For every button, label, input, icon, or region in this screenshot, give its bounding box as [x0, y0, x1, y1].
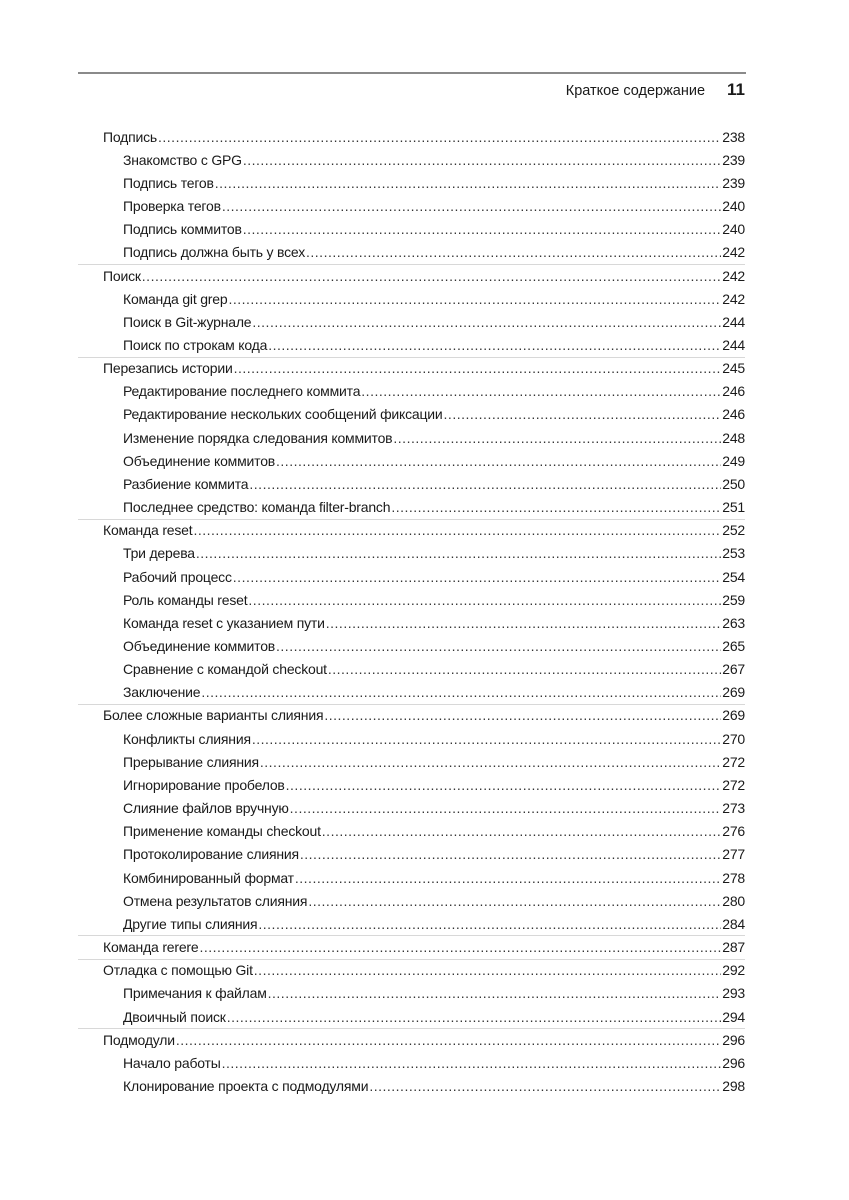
entry-title: Отмена результатов слияния — [123, 892, 308, 909]
dot-leader — [228, 291, 721, 307]
toc-section-entry[interactable] — [103, 357, 745, 380]
entry-title: Начало работы — [123, 1054, 221, 1071]
toc-subentry[interactable] — [103, 866, 745, 889]
entry-title: Клонирование проекта с подмодулями — [123, 1077, 369, 1094]
entry-title: Последнее средство: команда filter-branch — [123, 499, 391, 516]
dot-leader — [268, 985, 722, 1001]
entry-title: Применение команды checkout — [123, 823, 321, 840]
dot-leader — [276, 453, 721, 469]
entry-title: Слияние файлов вручную — [123, 800, 289, 817]
entry-page-number: 267 — [722, 661, 745, 678]
toc-subentry[interactable] — [103, 912, 745, 935]
section-divider — [78, 959, 745, 960]
toc-subentry[interactable] — [103, 148, 745, 171]
entry-title: Конфликты слияния — [123, 730, 251, 747]
dot-leader — [322, 823, 721, 839]
entry-title: Знакомство с GPG — [123, 151, 242, 168]
toc-subentry[interactable] — [103, 542, 745, 565]
toc-subentry[interactable] — [103, 658, 745, 681]
dot-leader — [369, 1078, 721, 1094]
entry-title: Более сложные варианты слияния — [103, 707, 324, 724]
toc-subentry[interactable] — [103, 1005, 745, 1028]
entry-title: Поиск по строкам кода — [123, 336, 268, 353]
entry-page-number: 250 — [722, 475, 745, 492]
entry-page-number: 244 — [722, 313, 745, 330]
entry-title: Роль команды reset — [123, 591, 248, 608]
entry-page-number: 248 — [722, 429, 745, 446]
toc-subentry[interactable] — [103, 820, 745, 843]
toc-subentry[interactable] — [103, 750, 745, 773]
dot-leader — [361, 383, 721, 399]
dot-leader — [248, 592, 721, 608]
dot-leader — [243, 152, 721, 168]
entry-page-number: 253 — [722, 545, 745, 562]
entry-title: Перезапись истории — [103, 360, 233, 377]
entry-page-number: 280 — [722, 892, 745, 909]
entry-title: Подпись должна быть у всех — [123, 244, 306, 261]
entry-title: Команда reset — [103, 522, 193, 539]
toc-subentry[interactable] — [103, 611, 745, 634]
entry-title: Три дерева — [123, 545, 195, 562]
toc-subentry[interactable] — [103, 588, 745, 611]
dot-leader — [196, 545, 721, 561]
entry-title: Комбинированный формат — [123, 869, 294, 886]
entry-title: Изменение порядка следования коммитов — [123, 429, 393, 446]
entry-title: Объединение коммитов — [123, 452, 276, 469]
dot-leader — [254, 962, 721, 978]
toc-section-entry[interactable] — [103, 935, 745, 958]
entry-page-number: 265 — [722, 638, 745, 655]
entry-page-number: 293 — [722, 985, 745, 1002]
entry-page-number: 246 — [722, 383, 745, 400]
dot-leader — [243, 221, 722, 237]
toc-subentry[interactable] — [103, 310, 745, 333]
toc-section-entry[interactable] — [103, 704, 745, 727]
toc-subentry[interactable] — [103, 797, 745, 820]
entry-title: Команда git grep — [123, 290, 228, 307]
entry-page-number: 298 — [722, 1077, 745, 1094]
entry-title: Прерывание слияния — [123, 753, 259, 770]
dot-leader — [193, 522, 721, 538]
dot-leader — [276, 638, 721, 654]
entry-page-number: 292 — [722, 962, 745, 979]
dot-leader — [295, 870, 721, 886]
entry-title: Двоичный поиск — [123, 1008, 226, 1025]
entry-title: Другие типы слияния — [123, 915, 258, 932]
section-divider — [78, 357, 745, 358]
dot-leader — [391, 499, 721, 515]
entry-title: Подмодули — [103, 1031, 175, 1048]
entry-title: Рабочий процесс — [123, 568, 232, 585]
toc-section-entry[interactable] — [103, 264, 745, 287]
dot-leader — [326, 615, 721, 631]
entry-title: Редактирование нескольких сообщений фиксации — [123, 406, 443, 423]
entry-title: Команда reset с указанием пути — [123, 614, 325, 631]
dot-leader — [222, 1055, 722, 1071]
dot-leader — [249, 476, 721, 492]
entry-title: Поиск — [103, 267, 141, 284]
running-header-title: Краткое содержание — [565, 83, 706, 99]
entry-title: Подпись коммитов — [123, 221, 242, 238]
entry-title: Проверка тегов — [123, 198, 221, 215]
section-divider — [78, 704, 745, 705]
section-divider — [78, 935, 745, 936]
entry-page-number: 278 — [722, 869, 745, 886]
toc-subentry[interactable] — [103, 287, 745, 310]
entry-page-number: 240 — [722, 198, 745, 215]
toc-section-entry[interactable] — [103, 959, 745, 982]
toc-subentry[interactable] — [103, 241, 745, 264]
entry-page-number: 284 — [722, 915, 745, 932]
entry-title: Сравнение с командой checkout — [123, 661, 327, 678]
dot-leader — [258, 916, 721, 932]
entry-page-number: 242 — [722, 290, 745, 307]
toc-subentry[interactable] — [103, 403, 745, 426]
entry-page-number: 273 — [722, 800, 745, 817]
dot-leader — [444, 406, 722, 422]
dot-leader — [252, 731, 721, 747]
entry-page-number: 277 — [722, 846, 745, 863]
entry-page-number: 252 — [722, 522, 745, 539]
entry-page-number: 276 — [722, 823, 745, 840]
dot-leader — [328, 661, 721, 677]
dot-leader — [234, 360, 722, 376]
entry-title: Разбиение коммита — [123, 475, 249, 492]
dot-leader — [393, 430, 721, 446]
entry-page-number: 287 — [722, 939, 745, 956]
toc-subentry[interactable] — [103, 843, 745, 866]
dot-leader — [215, 175, 721, 191]
entry-page-number: 254 — [722, 568, 745, 585]
toc-subentry[interactable] — [103, 565, 745, 588]
dot-leader — [176, 1032, 721, 1048]
toc-subentry[interactable] — [103, 773, 745, 796]
entry-page-number: 240 — [722, 221, 745, 238]
section-divider — [78, 519, 745, 520]
toc-subentry[interactable] — [103, 194, 745, 217]
toc-subentry[interactable] — [103, 634, 745, 657]
entry-title: Игнорирование пробелов — [123, 776, 285, 793]
entry-title: Протоколирование слияния — [123, 846, 299, 863]
toc-subentry[interactable] — [103, 426, 745, 449]
entry-title: Поиск в Git-журнале — [123, 313, 252, 330]
toc-subentry[interactable] — [103, 496, 745, 519]
dot-leader — [142, 268, 721, 284]
dot-leader — [290, 800, 722, 816]
entry-page-number: 239 — [722, 151, 745, 168]
dot-leader — [199, 939, 721, 955]
entry-page-number: 269 — [722, 707, 745, 724]
entry-title: Команда rerere — [103, 939, 199, 956]
entry-page-number: 249 — [722, 452, 745, 469]
entry-page-number: 246 — [722, 406, 745, 423]
toc-subentry[interactable] — [103, 889, 745, 912]
entry-page-number: 272 — [722, 776, 745, 793]
dot-leader — [300, 846, 721, 862]
toc-subentry[interactable] — [103, 727, 745, 750]
entry-page-number: 245 — [722, 360, 745, 377]
toc-subentry[interactable] — [103, 472, 745, 495]
dot-leader — [233, 569, 721, 585]
entry-page-number: 251 — [722, 499, 745, 516]
entry-title: Подпись тегов — [123, 174, 214, 191]
running-header — [566, 80, 745, 100]
toc-subentry[interactable] — [103, 380, 745, 403]
toc-section-entry[interactable] — [103, 519, 745, 542]
dot-leader — [158, 129, 721, 145]
page-number: 11 — [727, 80, 745, 99]
entry-page-number: 263 — [722, 614, 745, 631]
toc-subentry[interactable] — [103, 171, 745, 194]
entry-page-number: 242 — [722, 267, 745, 284]
entry-page-number: 238 — [722, 128, 745, 145]
toc-subentry[interactable] — [103, 449, 745, 472]
toc-section-entry[interactable] — [103, 1028, 745, 1051]
toc-subentry[interactable] — [103, 681, 745, 704]
entry-page-number: 296 — [722, 1054, 745, 1071]
toc-subentry[interactable] — [103, 333, 745, 356]
dot-leader — [286, 777, 722, 793]
entry-title: Объединение коммитов — [123, 638, 276, 655]
entry-title: Редактирование последнего коммита — [123, 383, 361, 400]
dot-leader — [260, 754, 721, 770]
dot-leader — [324, 707, 721, 723]
entry-title: Заключение — [123, 684, 201, 701]
section-divider — [78, 264, 745, 265]
dot-leader — [201, 684, 721, 700]
dot-leader — [308, 893, 721, 909]
entry-page-number: 244 — [722, 336, 745, 353]
toc-subentry[interactable] — [103, 1074, 745, 1097]
dot-leader — [268, 337, 721, 353]
toc-subentry[interactable] — [103, 1051, 745, 1074]
entry-page-number: 269 — [722, 684, 745, 701]
entry-title: Отладка с помощью Git — [103, 962, 253, 979]
toc-section-entry[interactable] — [103, 125, 745, 148]
entry-page-number: 270 — [722, 730, 745, 747]
table-of-contents — [103, 125, 745, 1098]
entry-page-number: 272 — [722, 753, 745, 770]
entry-page-number: 239 — [722, 174, 745, 191]
entry-page-number: 296 — [722, 1031, 745, 1048]
toc-subentry[interactable] — [103, 982, 745, 1005]
section-divider — [78, 1028, 745, 1029]
entry-page-number: 259 — [722, 591, 745, 608]
entry-title: Подпись — [103, 128, 158, 145]
toc-subentry[interactable] — [103, 218, 745, 241]
dot-leader — [306, 244, 721, 260]
header-rule — [78, 72, 746, 74]
dot-leader — [227, 1009, 722, 1025]
entry-title: Примечания к файлам — [123, 985, 267, 1002]
dot-leader — [252, 314, 721, 330]
dot-leader — [222, 198, 721, 214]
entry-page-number: 242 — [722, 244, 745, 261]
entry-page-number: 294 — [722, 1008, 745, 1025]
